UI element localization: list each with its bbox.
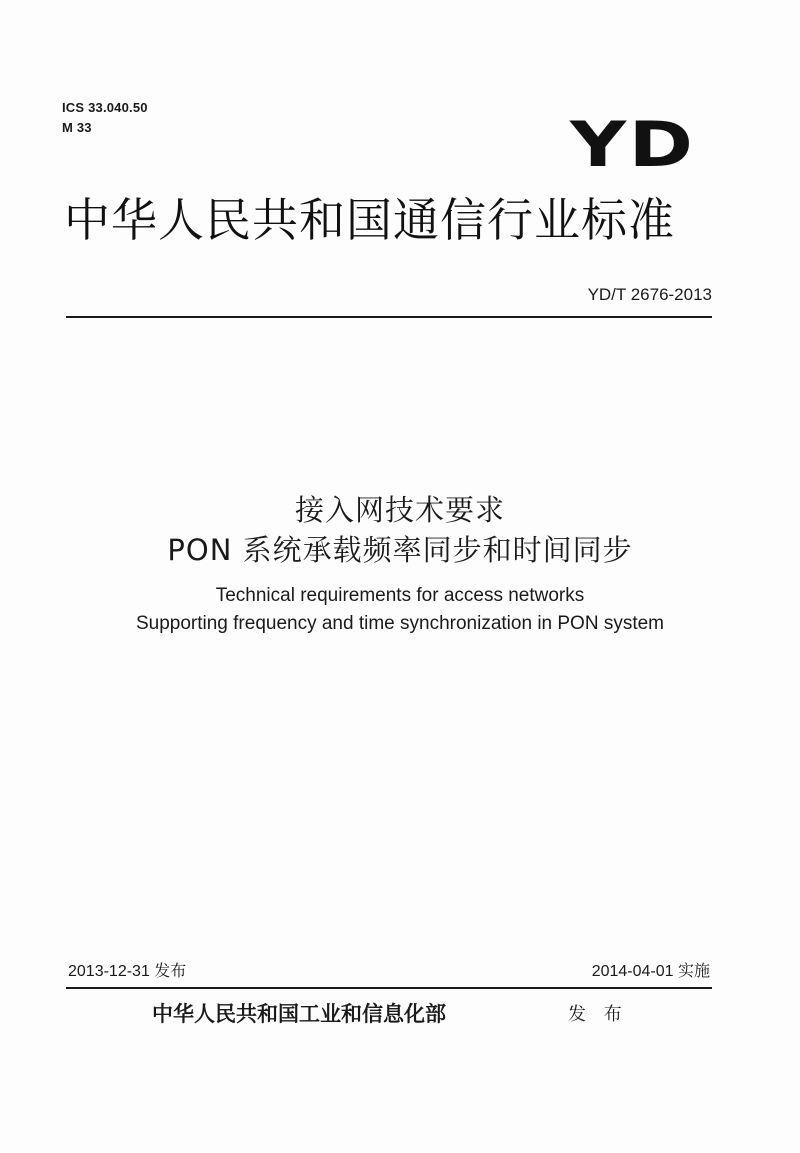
standard-number: YD/T 2676-2013 (587, 285, 712, 304)
bottom-divider (66, 987, 712, 989)
title-en-line2: Supporting frequency and time synchronization in PON system (135, 613, 665, 634)
ics-code: ICS 33.040.50 (62, 100, 148, 115)
publisher-name: 中华人民共和国工业和信息化部 (152, 1001, 446, 1026)
classification-codes (62, 98, 148, 138)
implementation-date: 2014-04-01 实施 (591, 963, 710, 980)
yd-logo: YD (570, 108, 696, 181)
title-en-line1: Technical requirements for access networks (215, 585, 585, 606)
document-title (0, 490, 800, 638)
title-cn-line1: 接入网技术要求 (294, 493, 505, 527)
title-cn-line2: PON 系统承载频率同步和时间同步 (167, 533, 633, 567)
issue-date: 2013-12-31 发布 (68, 963, 187, 980)
publish-label: 发 布 (568, 1004, 628, 1025)
top-divider (66, 316, 712, 318)
standard-category-title: 中华人民共和国通信行业标准 (64, 193, 675, 247)
category-code: M 33 (62, 120, 92, 135)
